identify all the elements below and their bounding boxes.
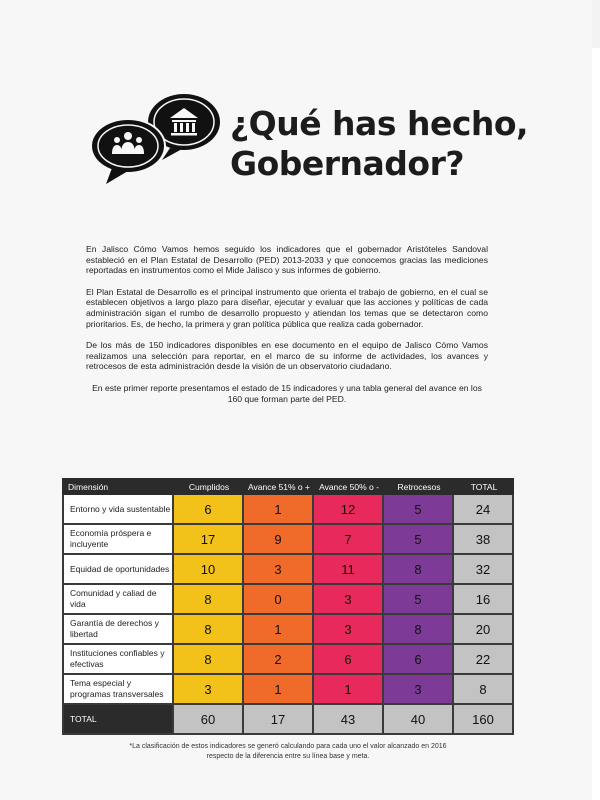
table-row	[62, 585, 514, 615]
header-avance-50: Avance 50% o -	[314, 478, 384, 495]
value-cell: 10	[174, 555, 244, 585]
value-cell: 32	[454, 555, 514, 585]
value-cell: 5	[384, 525, 454, 555]
people-icon	[90, 118, 166, 184]
value-cell: 8	[454, 675, 514, 705]
dimension-cell: Comunidad y caliad de vida	[62, 585, 174, 615]
value-cell: 6	[384, 645, 454, 675]
dimension-cell: Instituciones confiables y efectivas	[62, 645, 174, 675]
value-cell: 17	[174, 525, 244, 555]
header-total: TOTAL	[454, 478, 514, 495]
intro-paragraph: En este primer reporte presentamos el estado de 15 indicadores y una tabla general del avance en los 160 que forman parte del PED.	[92, 382, 482, 404]
value-cell: 0	[244, 585, 314, 615]
intro-text	[86, 244, 488, 415]
table-row	[62, 495, 514, 525]
dimension-cell: Economía próspera e incluyente	[62, 525, 174, 555]
value-cell: 6	[174, 495, 244, 525]
intro-paragraph: De los más de 150 indicadores disponibles en ese documento en el equipo de Jalisco Cómo Vamos realizamos una selección para reportar, en el marco de su informe de actividades, los avances y retrocesos de esta administración desde la visión de un observatorio ciudadano.	[86, 340, 488, 372]
value-cell: 8	[174, 645, 244, 675]
dimension-cell: Entorno y vida sustentable	[62, 495, 174, 525]
value-cell: 3	[244, 555, 314, 585]
value-cell: 1	[244, 675, 314, 705]
title-line-1: ¿Qué has hecho,	[230, 104, 529, 143]
dimension-cell: Tema especial y programas transversales	[62, 675, 174, 705]
value-cell: 8	[174, 615, 244, 645]
dimension-cell: TOTAL	[62, 705, 174, 735]
table-row	[62, 645, 514, 675]
page-edge	[592, 48, 600, 800]
value-cell: 38	[454, 525, 514, 555]
value-cell: 5	[384, 495, 454, 525]
table-row	[62, 555, 514, 585]
value-cell: 40	[384, 705, 454, 735]
header-retrocesos: Retrocesos	[384, 478, 454, 495]
value-cell: 2	[244, 645, 314, 675]
indicators-table	[62, 478, 514, 735]
title-line-2: Gobernador?	[230, 144, 465, 183]
value-cell: 7	[314, 525, 384, 555]
table-header-row	[62, 478, 514, 495]
value-cell: 1	[244, 495, 314, 525]
value-cell: 3	[314, 615, 384, 645]
value-cell: 8	[384, 555, 454, 585]
footnote: *La clasificación de estos indicadores se generó calculando para cada uno el valor alcanzado en 2016 respecto de la diferencia entre su línea base y meta.	[129, 743, 447, 760]
table-row	[62, 675, 514, 705]
value-cell: 1	[314, 675, 384, 705]
header-dimension: Dimensión	[62, 478, 174, 495]
intro-paragraph: En Jalisco Cómo Vamos hemos seguido los indicadores que el gobernador Aristóteles Sandoval estableció en el Plan Estatal de Desarrollo (PED) 2013-2033 y que conocemos gracias las mediciones reportadas en instrumentos como el Mide Jalisco y sus informes de gobierno.	[86, 244, 488, 276]
value-cell: 3	[384, 675, 454, 705]
value-cell: 11	[314, 555, 384, 585]
value-cell: 22	[454, 645, 514, 675]
table-total-row	[62, 705, 514, 735]
value-cell: 12	[314, 495, 384, 525]
value-cell: 3	[174, 675, 244, 705]
speech-bubbles-logo	[86, 88, 226, 188]
header-avance-51: Avance 51% o +	[244, 478, 314, 495]
dimension-cell: Garantía de derechos y libertad	[62, 615, 174, 645]
table-row	[62, 525, 514, 555]
value-cell: 5	[384, 585, 454, 615]
table-row	[62, 615, 514, 645]
value-cell: 8	[174, 585, 244, 615]
value-cell: 8	[384, 615, 454, 645]
value-cell: 60	[174, 705, 244, 735]
value-cell: 6	[314, 645, 384, 675]
value-cell: 160	[454, 705, 514, 735]
page-title	[230, 104, 528, 184]
header-cumplidos: Cumplidos	[174, 478, 244, 495]
intro-paragraph: El Plan Estatal de Desarrollo es el principal instrumento que orienta el trabajo de gobierno, en el cual se establecen objetivos a largo plazo para diseñar, ejecutar y evaluar que las acciones y políticas de cada administración sigan el rumbo de desarrollo propuesto y atiendan los temas que se detectaron como prioritarios. Es, de hecho, la primera y gran política pública que realiza cada gobernador.	[86, 286, 488, 329]
value-cell: 1	[244, 615, 314, 645]
value-cell: 24	[454, 495, 514, 525]
value-cell: 9	[244, 525, 314, 555]
value-cell: 3	[314, 585, 384, 615]
value-cell: 20	[454, 615, 514, 645]
value-cell: 16	[454, 585, 514, 615]
dimension-cell: Equidad de oportunidades	[62, 555, 174, 585]
value-cell: 43	[314, 705, 384, 735]
value-cell: 17	[244, 705, 314, 735]
